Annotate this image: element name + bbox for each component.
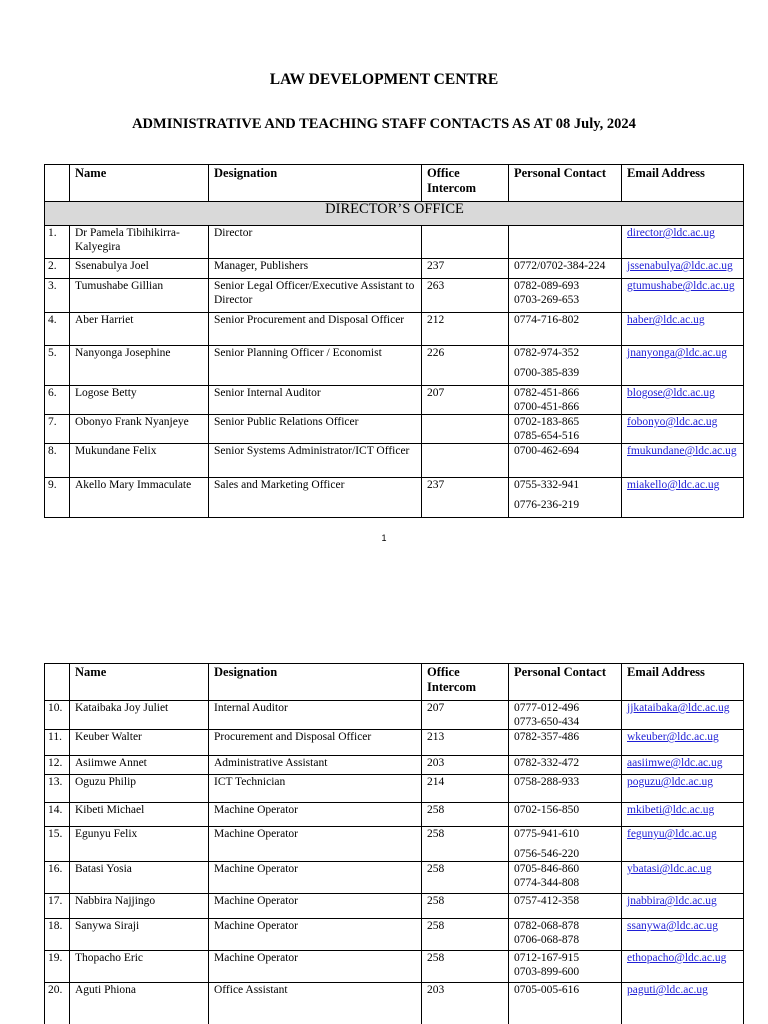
staff-name: Obonyo Frank Nyanjeye — [70, 415, 209, 444]
staff-designation: Procurement and Disposal Officer — [209, 730, 422, 756]
table-row — [45, 862, 744, 894]
personal-contact — [509, 226, 622, 259]
office-intercom: 258 — [422, 919, 509, 951]
office-intercom — [422, 444, 509, 478]
email-link[interactable]: fmukundane@ldc.ac.ug — [627, 445, 737, 457]
staff-designation: Office Assistant — [209, 983, 422, 1024]
personal-contact — [509, 346, 622, 386]
office-intercom: 203 — [422, 756, 509, 775]
office-intercom: 258 — [422, 803, 509, 827]
personal-contact — [509, 919, 622, 951]
staff-name: Logose Betty — [70, 386, 209, 415]
phone-number: 0782-068-878 — [514, 920, 580, 932]
column-header-office-intercom: Office Intercom — [422, 664, 509, 701]
table-row — [45, 730, 744, 756]
personal-contact — [509, 444, 622, 478]
row-number: 13. — [45, 775, 70, 803]
phone-number: 0700-385-839 — [514, 366, 580, 379]
table-row — [45, 951, 744, 983]
email-link[interactable]: aasiimwe@ldc.ac.ug — [627, 757, 723, 769]
email-link[interactable]: jnanyonga@ldc.ac.ug — [627, 347, 728, 359]
email-address — [622, 827, 744, 862]
email-address — [622, 386, 744, 415]
row-number: 1. — [45, 226, 70, 259]
column-header-name: Name — [70, 165, 209, 202]
staff-designation: Administrative Assistant — [209, 756, 422, 775]
staff-designation: Senior Legal Officer/Executive Assistant to Director — [209, 279, 422, 313]
column-header-personal-contact: Personal Contact — [509, 165, 622, 202]
table-row — [45, 313, 744, 346]
phone-number: 0782-332-472 — [514, 757, 580, 769]
staff-name: Aguti Phiona — [70, 983, 209, 1024]
email-address — [622, 803, 744, 827]
table-header-row — [45, 165, 744, 202]
staff-designation: Senior Planning Officer / Economist — [209, 346, 422, 386]
email-link[interactable]: haber@ldc.ac.ug — [627, 314, 705, 326]
row-number: 14. — [45, 803, 70, 827]
table-header-row — [45, 664, 744, 701]
phone-number: 0774-716-802 — [514, 314, 580, 326]
email-link[interactable]: blogose@ldc.ac.ug — [627, 387, 715, 399]
email-address — [622, 701, 744, 730]
email-link[interactable]: wkeuber@ldc.ac.ug — [627, 731, 719, 743]
row-number: 16. — [45, 862, 70, 894]
email-link[interactable]: miakello@ldc.ac.ug — [627, 479, 720, 491]
phone-number: 0774-344-808 — [514, 876, 580, 889]
staff-name: Sanywa Siraji — [70, 919, 209, 951]
staff-name: Nabbira Najjingo — [70, 894, 209, 919]
phone-number: 0705-846-860 — [514, 863, 580, 875]
table-row — [45, 756, 744, 775]
table-row — [45, 983, 744, 1024]
office-intercom: 258 — [422, 827, 509, 862]
phone-number: 0772/0702-384-224 — [514, 260, 606, 272]
email-address — [622, 983, 744, 1024]
email-address — [622, 756, 744, 775]
phone-number: 0756-546-220 — [514, 847, 580, 860]
email-link[interactable]: mkibeti@ldc.ac.ug — [627, 804, 715, 816]
staff-designation: Machine Operator — [209, 919, 422, 951]
phone-number: 0706-068-878 — [514, 933, 580, 946]
personal-contact — [509, 730, 622, 756]
office-intercom: 203 — [422, 983, 509, 1024]
phone-number: 0703-269-653 — [514, 293, 580, 306]
table-row — [45, 386, 744, 415]
staff-name: Asiimwe Annet — [70, 756, 209, 775]
email-link[interactable]: ethopacho@ldc.ac.ug — [627, 952, 727, 964]
personal-contact — [509, 775, 622, 803]
staff-name: Akello Mary Immaculate — [70, 478, 209, 518]
email-link[interactable]: paguti@ldc.ac.ug — [627, 984, 708, 996]
row-number: 12. — [45, 756, 70, 775]
row-number: 10. — [45, 701, 70, 730]
row-number: 8. — [45, 444, 70, 478]
email-address — [622, 346, 744, 386]
phone-number: 0782-357-486 — [514, 731, 580, 743]
office-intercom — [422, 415, 509, 444]
row-number: 6. — [45, 386, 70, 415]
personal-contact — [509, 803, 622, 827]
email-address — [622, 951, 744, 983]
staff-name: Kibeti Michael — [70, 803, 209, 827]
phone-number: 0776-236-219 — [514, 498, 580, 511]
page-number: 1 — [381, 533, 387, 543]
staff-designation: Senior Systems Administrator/ICT Officer — [209, 444, 422, 478]
row-number: 3. — [45, 279, 70, 313]
staff-name: Nanyonga Josephine — [70, 346, 209, 386]
column-header-email: Email Address — [622, 165, 744, 202]
email-link[interactable]: ybatasi@ldc.ac.ug — [627, 863, 712, 875]
row-number: 20. — [45, 983, 70, 1024]
table-row — [45, 415, 744, 444]
phone-number: 0700-462-694 — [514, 445, 580, 457]
staff-contacts-table-page-2 — [44, 663, 744, 1024]
personal-contact — [509, 862, 622, 894]
phone-number: 0755-332-941 — [514, 479, 580, 491]
table-row — [45, 919, 744, 951]
row-number: 19. — [45, 951, 70, 983]
personal-contact — [509, 951, 622, 983]
staff-designation: Sales and Marketing Officer — [209, 478, 422, 518]
office-intercom: 258 — [422, 951, 509, 983]
personal-contact — [509, 756, 622, 775]
email-address — [622, 313, 744, 346]
phone-number: 0702-183-865 — [514, 416, 580, 428]
office-intercom: 207 — [422, 701, 509, 730]
email-address — [622, 478, 744, 518]
staff-designation: Senior Procurement and Disposal Officer — [209, 313, 422, 346]
office-intercom: 213 — [422, 730, 509, 756]
staff-designation: Senior Public Relations Officer — [209, 415, 422, 444]
personal-contact — [509, 701, 622, 730]
staff-name: Batasi Yosia — [70, 862, 209, 894]
row-number: 4. — [45, 313, 70, 346]
email-address — [622, 919, 744, 951]
staff-designation: Internal Auditor — [209, 701, 422, 730]
email-address — [622, 730, 744, 756]
phone-number: 0777-012-496 — [514, 702, 580, 714]
office-intercom: 237 — [422, 478, 509, 518]
staff-name: Egunyu Felix — [70, 827, 209, 862]
row-number: 11. — [45, 730, 70, 756]
table-row — [45, 346, 744, 386]
email-link[interactable]: fobonyo@ldc.ac.ug — [627, 416, 718, 428]
office-intercom: 212 — [422, 313, 509, 346]
staff-name: Oguzu Philip — [70, 775, 209, 803]
phone-number: 0782-089-693 — [514, 280, 580, 292]
row-number: 18. — [45, 919, 70, 951]
row-number: 17. — [45, 894, 70, 919]
phone-number: 0757-412-358 — [514, 895, 580, 907]
column-header-designation: Designation — [209, 165, 422, 202]
office-intercom: 258 — [422, 862, 509, 894]
table-row — [45, 279, 744, 313]
email-link[interactable]: gtumushabe@ldc.ac.ug — [627, 280, 735, 292]
email-link[interactable]: jssenabulya@ldc.ac.ug — [627, 260, 733, 272]
office-intercom: 263 — [422, 279, 509, 313]
office-intercom: 258 — [422, 894, 509, 919]
email-address — [622, 279, 744, 313]
phone-number: 0775-941-610 — [514, 828, 580, 840]
email-link[interactable]: poguzu@ldc.ac.ug — [627, 776, 713, 788]
staff-name: Mukundane Felix — [70, 444, 209, 478]
staff-designation: Machine Operator — [209, 894, 422, 919]
staff-designation: Machine Operator — [209, 951, 422, 983]
row-number: 9. — [45, 478, 70, 518]
staff-designation: Manager, Publishers — [209, 259, 422, 279]
email-address — [622, 444, 744, 478]
personal-contact — [509, 827, 622, 862]
email-address — [622, 862, 744, 894]
staff-name: Ssenabulya Joel — [70, 259, 209, 279]
email-address — [622, 226, 744, 259]
phone-number: 0785-654-516 — [514, 429, 580, 442]
staff-name: Aber Harriet — [70, 313, 209, 346]
email-address — [622, 894, 744, 919]
personal-contact — [509, 279, 622, 313]
row-number: 15. — [45, 827, 70, 862]
email-link[interactable]: ssanywa@ldc.ac.ug — [627, 920, 719, 932]
column-header-number — [45, 165, 70, 202]
email-address — [622, 415, 744, 444]
personal-contact — [509, 478, 622, 518]
column-header-designation: Designation — [209, 664, 422, 701]
document-subtitle: ADMINISTRATIVE AND TEACHING STAFF CONTACTS AS AT 08 July, 2024 — [132, 116, 636, 132]
staff-name: Kataibaka Joy Juliet — [70, 701, 209, 730]
row-number: 5. — [45, 346, 70, 386]
email-address — [622, 775, 744, 803]
row-number: 2. — [45, 259, 70, 279]
table-row — [45, 803, 744, 827]
table-row — [45, 478, 744, 518]
staff-designation: ICT Technician — [209, 775, 422, 803]
column-header-personal-contact: Personal Contact — [509, 664, 622, 701]
column-header-office-intercom: Office Intercom — [422, 165, 509, 202]
email-link[interactable]: jnabbira@ldc.ac.ug — [627, 895, 717, 907]
phone-number: 0700-451-866 — [514, 400, 580, 413]
personal-contact — [509, 983, 622, 1024]
section-title: DIRECTOR’S OFFICE — [45, 202, 744, 226]
staff-name: Tumushabe Gillian — [70, 279, 209, 313]
staff-designation: Machine Operator — [209, 827, 422, 862]
office-intercom: 207 — [422, 386, 509, 415]
table-row — [45, 226, 744, 259]
staff-contacts-table-page-1 — [44, 164, 744, 518]
table-row — [45, 775, 744, 803]
table-row — [45, 701, 744, 730]
email-address — [622, 259, 744, 279]
table-row — [45, 259, 744, 279]
email-link[interactable]: director@ldc.ac.ug — [627, 227, 715, 239]
staff-designation: Director — [209, 226, 422, 259]
column-header-number — [45, 664, 70, 701]
office-intercom: 226 — [422, 346, 509, 386]
staff-name: Keuber Walter — [70, 730, 209, 756]
phone-number: 0703-899-600 — [514, 965, 580, 978]
phone-number: 0782-451-866 — [514, 387, 580, 399]
personal-contact — [509, 259, 622, 279]
table-row — [45, 894, 744, 919]
staff-name: Dr Pamela Tibihikirra-Kalyegira — [70, 226, 209, 259]
email-link[interactable]: fegunyu@ldc.ac.ug — [627, 828, 717, 840]
office-intercom: 237 — [422, 259, 509, 279]
staff-designation: Senior Internal Auditor — [209, 386, 422, 415]
phone-number: 0702-156-850 — [514, 804, 580, 816]
table-row — [45, 827, 744, 862]
phone-number: 0712-167-915 — [514, 952, 580, 964]
column-header-email: Email Address — [622, 664, 744, 701]
phone-number: 0782-974-352 — [514, 347, 580, 359]
phone-number: 0705-005-616 — [514, 984, 580, 996]
personal-contact — [509, 386, 622, 415]
staff-designation: Machine Operator — [209, 862, 422, 894]
email-link[interactable]: jjkataibaka@ldc.ac.ug — [627, 702, 730, 714]
staff-designation: Machine Operator — [209, 803, 422, 827]
phone-number: 0758-288-933 — [514, 776, 580, 788]
personal-contact — [509, 313, 622, 346]
row-number: 7. — [45, 415, 70, 444]
personal-contact — [509, 415, 622, 444]
column-header-name: Name — [70, 664, 209, 701]
section-row-directors-office — [45, 202, 744, 226]
office-intercom — [422, 226, 509, 259]
personal-contact — [509, 894, 622, 919]
phone-number: 0773-650-434 — [514, 715, 580, 728]
organization-title: LAW DEVELOPMENT CENTRE — [269, 71, 499, 88]
table-row — [45, 444, 744, 478]
office-intercom: 214 — [422, 775, 509, 803]
staff-name: Thopacho Eric — [70, 951, 209, 983]
